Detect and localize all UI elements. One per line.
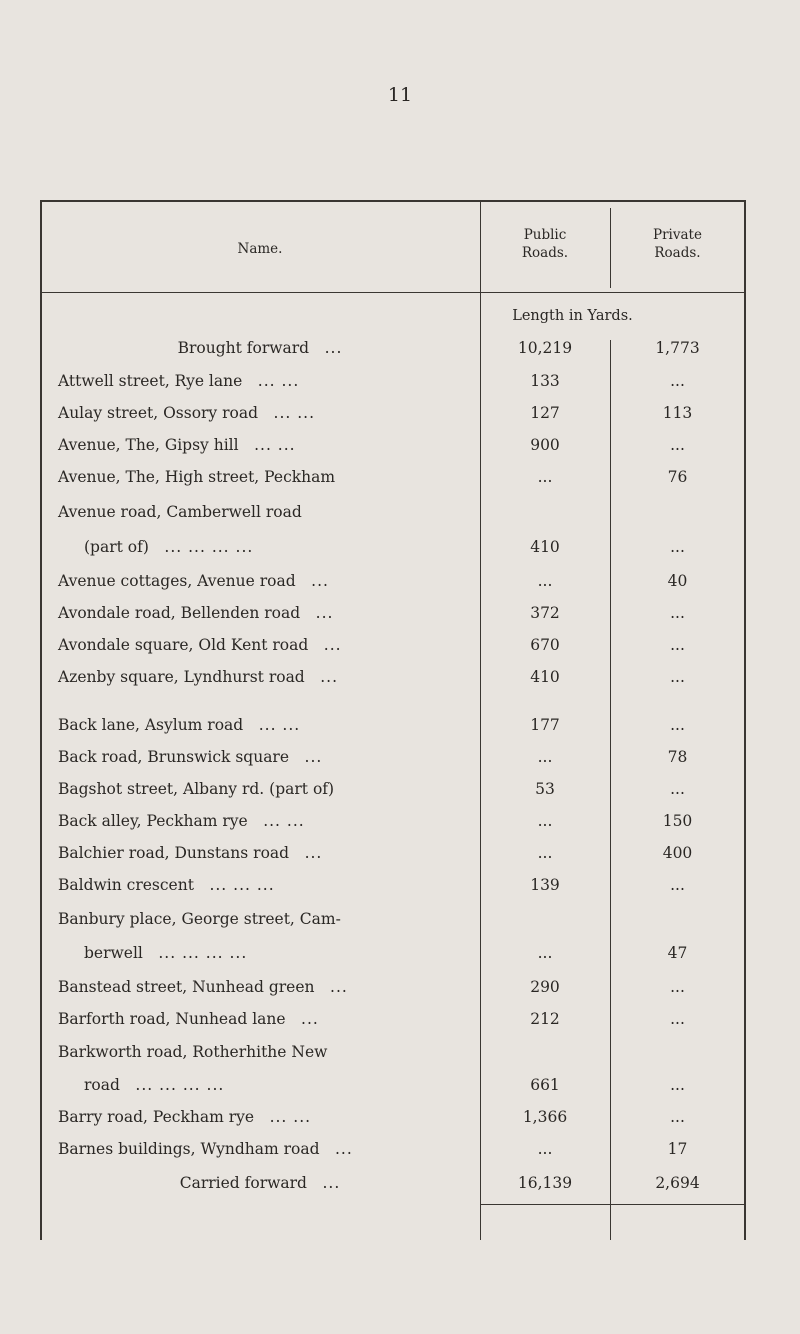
public-roads-value: 900: [530, 436, 560, 454]
table-row: [40, 497, 745, 527]
private-roads-value: ...: [670, 372, 685, 390]
road-name-text: berwell: [84, 944, 143, 962]
private-roads-value: 1,773: [655, 339, 700, 357]
table-row: [40, 710, 745, 740]
dot-leader: ...: [324, 339, 343, 357]
road-name-text: Barkworth road, Rotherhithe New: [58, 1043, 328, 1061]
public-roads-value: 372: [530, 604, 560, 622]
public-roads-value: ...: [537, 572, 553, 590]
road-name: [58, 806, 473, 836]
public-roads-value: 670: [530, 636, 560, 654]
dot-leader: ...: [301, 1010, 319, 1028]
road-name: [58, 1004, 473, 1034]
header-private-line2: Roads.: [654, 245, 701, 261]
road-name-text: Avondale square, Old Kent road: [58, 636, 309, 654]
top-rule: [40, 200, 745, 202]
road-name-text: Azenby square, Lyndhurst road: [58, 668, 305, 686]
private-roads-value: ...: [670, 604, 685, 622]
table-row: [40, 972, 745, 1002]
road-name: [58, 1134, 473, 1164]
public-roads-value: 410: [530, 668, 560, 686]
private-roads-value: ...: [670, 716, 685, 734]
table-row: [40, 938, 745, 968]
public-roads-value: 661: [530, 1076, 560, 1094]
table-row: [40, 398, 745, 428]
road-name-text: Avenue cottages, Avenue road: [58, 572, 296, 590]
road-name-text: Avenue, The, High street, Peckham: [58, 468, 336, 486]
private-roads-value: ...: [670, 780, 685, 798]
public-roads-value: 127: [530, 404, 560, 422]
public-roads-value: 10,219: [517, 339, 573, 357]
road-name: [58, 938, 499, 968]
public-roads-value: 16,139: [517, 1174, 573, 1192]
road-name-text: Barry road, Peckham rye: [58, 1108, 255, 1126]
road-name: [58, 710, 473, 740]
private-roads-value: 400: [662, 844, 693, 862]
public-roads-value: 1,366: [522, 1108, 568, 1126]
private-roads-value: 17: [667, 1140, 688, 1158]
road-name: [58, 1037, 473, 1067]
table-row: [40, 598, 745, 628]
public-roads-value: 212: [530, 1010, 560, 1028]
summary-row: [40, 333, 745, 363]
road-name: [58, 566, 473, 596]
road-name: [58, 838, 473, 868]
table-row: [40, 806, 745, 836]
private-roads-value: ...: [670, 636, 685, 654]
road-name: [40, 333, 480, 363]
table-row: [40, 1037, 745, 1067]
road-name: [58, 598, 473, 628]
summary-row: [40, 1168, 745, 1198]
header-public-line2: Roads.: [521, 245, 569, 261]
table-row: [40, 366, 745, 396]
road-name: [58, 430, 473, 460]
public-roads-value: ...: [537, 748, 553, 766]
private-roads-value: 47: [667, 944, 688, 962]
public-roads-value: ...: [537, 1140, 553, 1158]
road-name: [58, 662, 473, 692]
header-public-line1: Public: [523, 227, 567, 243]
road-name: [58, 1102, 473, 1132]
road-name-text: Avenue, The, Gipsy hill: [58, 436, 239, 454]
header-name: Name.: [237, 241, 283, 257]
dot-leader: ...: [335, 1140, 353, 1158]
dot-leader: ... ...: [254, 436, 296, 454]
road-name-text: Avenue road, Camberwell road: [58, 503, 302, 521]
dot-leader: ... ...: [258, 716, 301, 734]
table-row: [40, 1134, 745, 1164]
private-roads-value: 76: [667, 468, 688, 486]
header-private-roads: [610, 226, 745, 262]
header-public-roads: [480, 226, 610, 262]
private-roads-value: ...: [670, 1010, 685, 1028]
public-roads-value: ...: [537, 812, 553, 830]
table-row: [40, 742, 745, 772]
public-roads-value: ...: [537, 844, 553, 862]
private-roads-value: ...: [670, 978, 685, 996]
road-name: [58, 366, 473, 396]
table-row: [40, 838, 745, 868]
road-name-text: Baldwin crescent: [58, 876, 194, 894]
public-roads-value: 177: [530, 716, 560, 734]
road-name-text: Barnes buildings, Wyndham road: [58, 1140, 320, 1158]
total-rule: [480, 1204, 745, 1205]
road-name-text: Aulay street, Ossory road: [58, 404, 259, 422]
header-private-line1: Private: [653, 227, 702, 243]
header-bottom-rule: [40, 292, 745, 293]
dot-leader: ...: [304, 844, 323, 862]
dot-leader: ... ...: [273, 404, 316, 422]
dot-leader: ...: [304, 748, 323, 766]
private-roads-value: 78: [667, 748, 688, 766]
public-roads-value: ...: [537, 468, 553, 486]
public-roads-value: 133: [530, 372, 560, 390]
road-name-text: Banstead street, Nunhead green: [58, 978, 315, 996]
dot-leader: ...: [320, 668, 339, 686]
private-roads-value: ...: [670, 538, 685, 556]
road-name-text: Back road, Brunswick square: [58, 748, 290, 766]
table-row: [40, 430, 745, 460]
table-row: [40, 462, 745, 492]
dot-leader: ...: [315, 604, 334, 622]
dot-leader: ... ...: [269, 1108, 312, 1126]
dot-leader: ...: [311, 572, 329, 590]
table-row: [40, 662, 745, 692]
dot-leader: ... ... ... ...: [158, 944, 248, 962]
road-name-text: Carried forward: [179, 1174, 307, 1192]
road-name: [58, 1070, 499, 1100]
public-roads-value: 53: [535, 780, 555, 798]
road-name-text: Back lane, Asylum road: [58, 716, 244, 734]
table-row: [40, 904, 745, 934]
road-name-text: Barforth road, Nunhead lane: [58, 1010, 286, 1028]
dot-leader: ... ...: [263, 812, 305, 830]
road-name-text: Banbury place, George street, Cam-: [58, 910, 341, 928]
road-name: [58, 904, 473, 934]
public-roads-value: ...: [537, 944, 553, 962]
private-roads-value: ...: [670, 1076, 685, 1094]
road-name: [58, 497, 473, 527]
road-name-text: (part of): [84, 538, 149, 556]
road-name: [58, 532, 499, 562]
dot-leader: ... ... ... ...: [164, 538, 254, 556]
table-row: [40, 630, 745, 660]
private-roads-value: ...: [670, 436, 685, 454]
dot-leader: ...: [330, 978, 348, 996]
road-name-text: Attwell street, Rye lane: [58, 372, 243, 390]
page-number: 11: [387, 84, 413, 106]
dot-leader: ...: [322, 1174, 341, 1192]
road-name: [58, 972, 473, 1002]
public-roads-value: 139: [530, 876, 560, 894]
road-name-text: Bagshot street, Albany rd. (part of): [58, 780, 335, 798]
units-caption: Length in Yards.: [512, 308, 633, 324]
road-name: [40, 1168, 480, 1198]
private-roads-value: 2,694: [655, 1174, 700, 1192]
road-name: [58, 774, 473, 804]
road-name-text: road: [84, 1076, 120, 1094]
road-name-text: Avondale road, Bellenden road: [58, 604, 301, 622]
table-row: [40, 532, 745, 562]
private-roads-value: ...: [670, 876, 685, 894]
table-row: [40, 870, 745, 900]
private-roads-value: ...: [670, 1108, 685, 1126]
dot-leader: ... ... ... ...: [135, 1076, 225, 1094]
dot-leader: ... ...: [257, 372, 300, 390]
road-name-text: Brought forward: [177, 339, 310, 357]
private-roads-value: 150: [662, 812, 693, 830]
public-roads-value: 290: [530, 978, 560, 996]
road-name: [58, 462, 473, 492]
dot-leader: ... ... ...: [209, 876, 275, 894]
table-row: [40, 1070, 745, 1100]
road-name: [58, 870, 473, 900]
table-row: [40, 1004, 745, 1034]
public-roads-value: 410: [530, 538, 560, 556]
private-roads-value: 40: [667, 572, 688, 590]
road-name-text: Balchier road, Dunstans road: [58, 844, 290, 862]
road-name: [58, 742, 473, 772]
dot-leader: ...: [323, 636, 342, 654]
private-roads-value: ...: [670, 668, 685, 686]
road-name: [58, 398, 473, 428]
road-name-text: Back alley, Peckham rye: [58, 812, 248, 830]
road-name: [58, 630, 473, 660]
table-row: [40, 774, 745, 804]
table-row: [40, 566, 745, 596]
private-roads-value: 113: [662, 404, 693, 422]
table-row: [40, 1102, 745, 1132]
